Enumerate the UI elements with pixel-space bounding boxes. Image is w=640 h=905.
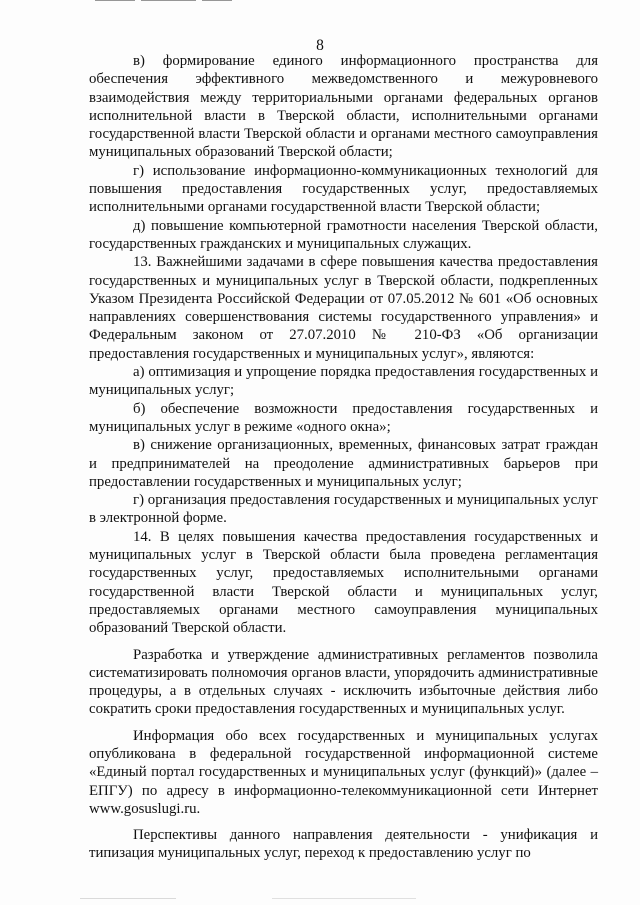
paragraph-task-g: г) организация предоставления государственных и муниципальных услуг в электронной форме. — [89, 492, 598, 527]
paragraph-item-g: г) использование информационно-коммуникационных технологий для повышения предоставления государственных услуг, предоставляемых исполнительными органами государственной власти Тверской области; — [89, 162, 598, 216]
paragraph-item-v: в) формирование единого информационного пространства для обеспечения эффективного межведомственного и межуровневого взаимодействия между территориальными органами федеральных органов исполнительной власти в Тверской области, исполнительными органами государственной власти Тверской области и органами местного самоуправления муниципальных образований Тверской области; — [89, 53, 598, 161]
paragraph-item-d: д) повышение компьютерной грамотности населения Тверской области, государственных гражданских и муниципальных служащих. — [89, 217, 598, 252]
page-number: 8 — [316, 37, 324, 54]
paragraph-task-b: б) обеспечение возможности предоставления государственных и муниципальных услуг в режиме «одного окна»; — [89, 400, 598, 435]
paragraph-regulations: Разработка и утверждение административных регламентов позволила систематизировать полномочия органов власти, упорядочить административные процедуры, а в отдельных случаях - исключить избыточные действия либо сократить сроки предоставления государственных и муниципальных услуг. — [89, 646, 598, 718]
scan-edge-marks — [95, 0, 275, 2]
scan-bottom-edge — [80, 898, 560, 899]
paragraph-section-13: 13. Важнейшими задачами в сфере повышения качества предоставления государственных и муниципальных услуг в Тверской области, подкрепленных Указом Президента Российской Федерации от 07.05.2012 № 601 «Об основных направлениях совершенствования системы государственного управления» и Федеральным законом от 27.07.2010 № 210-ФЗ «Об организации предоставления государственных и муниципальных услуг», являются: — [89, 254, 598, 362]
paragraph-section-14: 14. В целях повышения качества предоставления государственных и муниципальных услуг в Тверской области была проведена регламентация государственных услуг, предоставляемых исполнительными органами государственной власти Тверской области и муниципальных услуг, предоставляемых органами местного самоуправления муниципальных образований Тверской области. — [89, 528, 598, 637]
paragraph-perspectives: Перспективы данного направления деятельности - унификация и типизация муниципальных услуг, переход к предоставлению услуг по — [89, 827, 598, 862]
document-body — [89, 52, 598, 863]
paragraph-epgu-info: Информация обо всех государственных и муниципальных услугах опубликована в федеральной государственной информационной системе «Единый портал государственных и муниципальных услуг (функций)» (далее – ЕПГУ) по адресу в информационно-телекоммуникационной сети Интернет www.gosuslugi.ru. — [89, 727, 598, 817]
paragraph-task-v: в) снижение организационных, временных, финансовых затрат граждан и предпринимателей на преодоление административных барьеров при предоставлении государственных и муниципальных услуг; — [89, 437, 598, 490]
paragraph-task-a: а) оптимизация и упрощение порядка предоставления государственных и муниципальных услуг; — [89, 364, 598, 399]
